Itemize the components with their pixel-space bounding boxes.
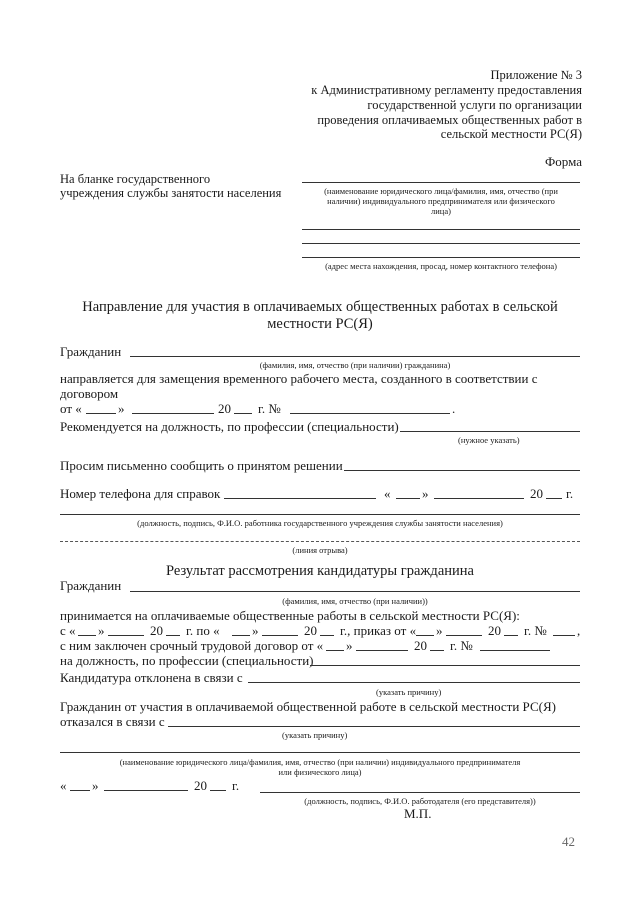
order-y3: 20 <box>488 623 501 638</box>
order-num-line <box>553 635 575 636</box>
reason-caption: (указать причину) <box>376 687 442 697</box>
appendix-line-3: государственной услуги по организации <box>367 98 582 112</box>
recipient-name-line <box>302 182 580 183</box>
accept-from-label: с « <box>60 623 76 638</box>
contract-y4-line <box>430 650 444 651</box>
position-line <box>310 665 580 666</box>
date-year-line <box>210 790 226 791</box>
accept-from-day-line <box>78 635 96 636</box>
phone-quote-close: » <box>422 486 429 501</box>
date-suffix: г. <box>232 778 240 793</box>
contract-close: » <box>346 638 353 653</box>
citizen-caption: (фамилия, имя, отчество (при наличии) гражданина) <box>259 360 451 370</box>
date-year: 20 <box>194 778 207 793</box>
recipient-caption-3: лица) <box>431 206 451 216</box>
from-day-line <box>86 413 116 414</box>
signature-caption: (должность, подпись, Ф.И.О. работника государственного учреждения службы занятости населения) <box>137 518 503 528</box>
stamp-label: М.П. <box>404 806 432 821</box>
order-num-label: г. № <box>524 623 547 638</box>
from-quote-close: » <box>118 401 125 416</box>
signature-line <box>60 514 580 515</box>
blank-line-1: На бланке государственного <box>60 172 211 186</box>
phone-year-line <box>546 498 562 499</box>
reason-caption-2: (указать причину) <box>282 730 348 740</box>
year-line <box>234 413 252 414</box>
form-label: Форма <box>545 154 582 169</box>
address-caption: (адрес места нахождения, просад, номер контактного телефона) <box>325 261 557 271</box>
contract-num-line <box>480 650 550 651</box>
title-line-1: Направление для участия в оплачиваемых общественных работах в сельской <box>82 299 558 315</box>
result-citizen-label: Гражданин <box>60 578 122 593</box>
page-number: 42 <box>562 834 575 849</box>
cut-line <box>60 541 580 542</box>
year-suffix: г. № <box>258 401 281 416</box>
rejected-label: Кандидатура отклонена в связи с <box>60 670 243 685</box>
phone-month-line <box>434 498 524 499</box>
phone-year-suffix: г. <box>566 486 574 501</box>
recommend-caption: (нужное указать) <box>458 435 520 445</box>
phone-label: Номер телефона для справок <box>60 486 221 501</box>
refused-reason-line <box>168 726 580 727</box>
contract-y4: 20 <box>414 638 427 653</box>
accept-y1-line <box>166 635 180 636</box>
contract-month-line <box>356 650 408 651</box>
date-open: « <box>60 778 67 793</box>
recipient-line-2 <box>302 229 580 230</box>
accept-to-day-line <box>232 635 250 636</box>
refused-line-2: отказался в связи с <box>60 714 165 729</box>
recommend-line <box>400 431 580 432</box>
year-label: 20 <box>218 401 231 416</box>
phone-number-line <box>224 498 376 499</box>
recipient-line-3 <box>302 243 580 244</box>
date-close: » <box>92 778 99 793</box>
request-line <box>344 470 580 471</box>
accept-y2-line <box>320 635 334 636</box>
order-y3-line <box>504 635 518 636</box>
result-citizen-caption: (фамилия, имя, отчество (при наличии)) <box>282 596 428 606</box>
accept-from-month-line <box>108 635 144 636</box>
sent-line-1: направляется для замещения временного рабочего места, созданного в соответствии с <box>60 371 538 386</box>
accept-from-close: » <box>98 623 105 638</box>
result-citizen-line <box>130 591 580 592</box>
appendix-line-1: Приложение № 3 <box>490 68 582 82</box>
accept-to-month-line <box>262 635 298 636</box>
recipient-address-line <box>302 257 580 258</box>
order-month-line <box>446 635 482 636</box>
rejected-line <box>248 682 580 683</box>
refused-line-1: Гражданин от участия в оплачиваемой общественной работе в сельской местности РС(Я) <box>60 699 556 714</box>
accept-to-label: г. по « <box>186 623 220 638</box>
title-line-2: местности РС(Я) <box>267 316 373 332</box>
order-label: г., приказ от « <box>340 623 417 638</box>
employer-line <box>60 752 580 753</box>
date-month-line <box>104 790 188 791</box>
employer-caption-2: или физического лица) <box>278 767 362 777</box>
from-label: от « <box>60 401 82 416</box>
phone-year: 20 <box>530 486 543 501</box>
order-comma: , <box>577 623 581 638</box>
sent-line-2: договором <box>60 386 119 401</box>
appendix-line-5: сельской местности РС(Я) <box>440 127 582 141</box>
phone-quote-open: « <box>384 486 391 501</box>
cut-caption: (линия отрыва) <box>292 545 348 555</box>
phone-day-line <box>396 498 420 499</box>
accept-to-close: » <box>252 623 259 638</box>
recipient-caption-2: наличии) индивидуального предпринимателя или физического <box>327 196 555 206</box>
blank-line-2: учреждения службы занятости населения <box>60 186 282 200</box>
contract-label: с ним заключен срочный трудовой договор от « <box>60 638 324 653</box>
from-month-line <box>132 413 214 414</box>
period: . <box>452 401 456 416</box>
contract-num-label: г. № <box>450 638 473 653</box>
appendix-line-4: проведения оплачиваемых общественных работ в <box>317 113 582 127</box>
employer-caption-1: (наименование юридического лица/фамилия, имя, отчество (при наличии) индивидуального предпринимателя <box>119 757 521 767</box>
request-label: Просим письменно сообщить о принятом решении <box>60 458 343 473</box>
date-day-line <box>70 790 90 791</box>
result-title: Результат рассмотрения кандидатуры гражданина <box>166 563 474 579</box>
employer-sign-line <box>260 792 580 793</box>
order-day-line <box>416 635 434 636</box>
accept-y2: 20 <box>304 623 317 638</box>
appendix-line-2: к Административному регламенту предоставления <box>311 83 582 97</box>
citizen-name-line <box>130 356 580 357</box>
citizen-label: Гражданин <box>60 344 122 359</box>
position-label: на должность, по профессии (специальности) <box>60 653 314 668</box>
accepted-text: принимается на оплачиваемые общественные работы в сельской местности РС(Я): <box>60 608 520 623</box>
accept-y1: 20 <box>150 623 163 638</box>
contract-number-line <box>290 413 450 414</box>
contract-day-line <box>326 650 344 651</box>
recipient-caption-1: (наименование юридического лица/фамилия, имя, отчество (при <box>324 186 558 196</box>
recommend-label: Рекомендуется на должность, по профессии (специальности) <box>60 419 399 434</box>
order-close: » <box>436 623 443 638</box>
employer-sign-caption: (должность, подпись, Ф.И.О. работодателя (его представителя)) <box>304 796 536 806</box>
